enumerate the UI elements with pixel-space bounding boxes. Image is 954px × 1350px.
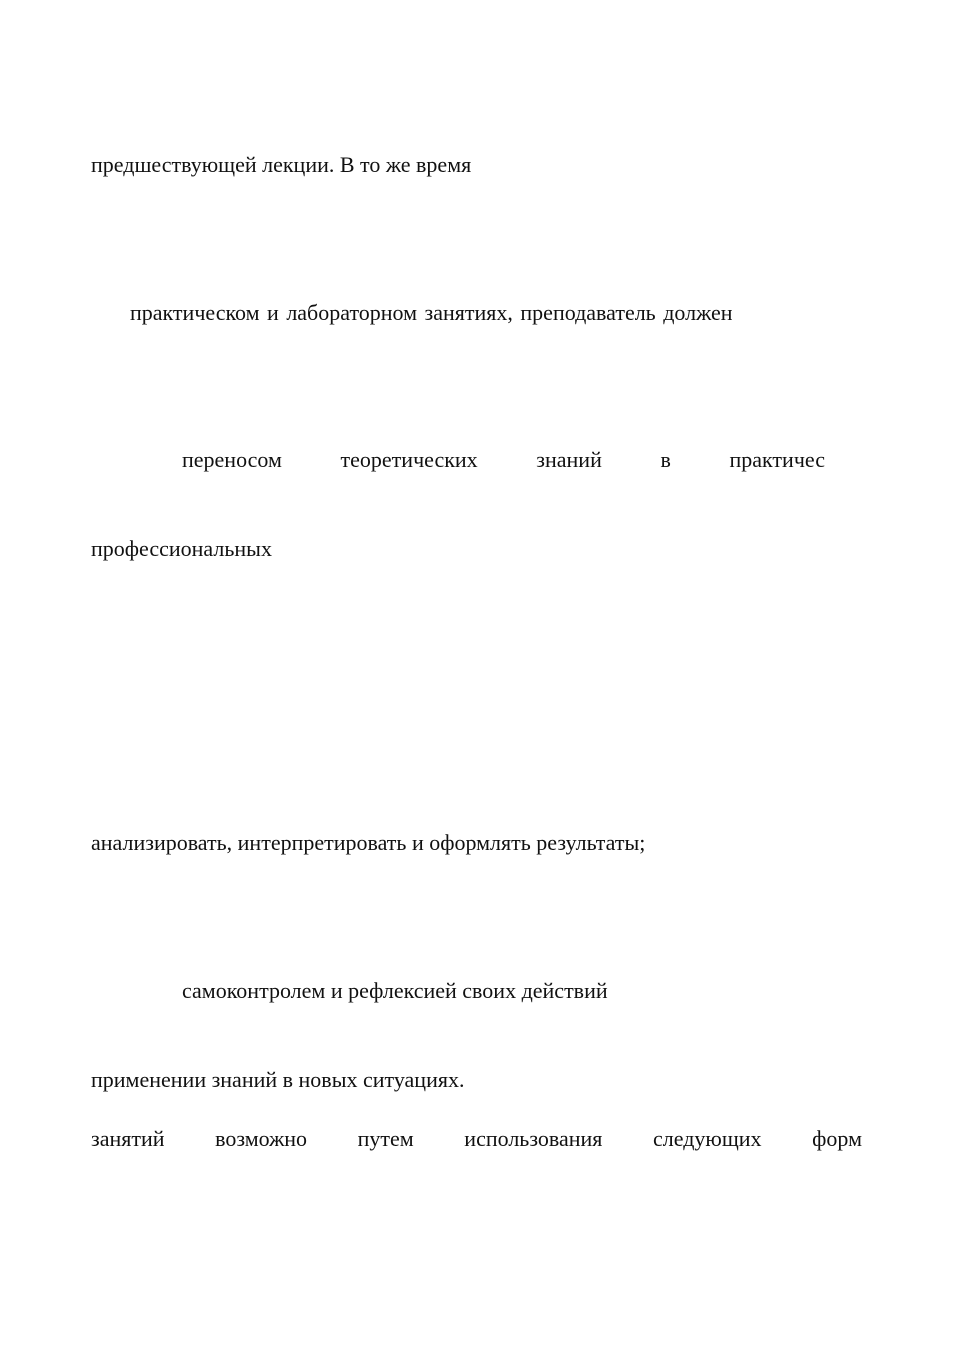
text-line-3	[182, 447, 825, 473]
text-line-2: практическом и лабораторном занятиях, преподаватель должен	[130, 300, 733, 325]
word: переносом	[182, 447, 282, 472]
text-line-5: анализировать, интерпретировать и оформлять результаты;	[91, 830, 646, 855]
word: в	[660, 447, 671, 472]
text-line-7: применении знаний в новых ситуациях.	[91, 1067, 465, 1092]
word: занятий	[91, 1126, 165, 1151]
text-line-6: самоконтролем и рефлексией своих действий	[182, 978, 608, 1003]
text-line-4: профессиональных	[91, 536, 272, 561]
word: форм	[812, 1126, 862, 1151]
word: использования	[464, 1126, 603, 1151]
word: знаний	[536, 447, 602, 472]
word: возможно	[215, 1126, 308, 1151]
text-line-8	[91, 1126, 862, 1152]
word: следующих	[653, 1126, 762, 1151]
text-line-1: предшествующей лекции. В то же время	[91, 152, 472, 177]
word: путем	[357, 1126, 414, 1151]
word: теоретических	[340, 447, 478, 472]
word: практичес	[729, 447, 825, 472]
